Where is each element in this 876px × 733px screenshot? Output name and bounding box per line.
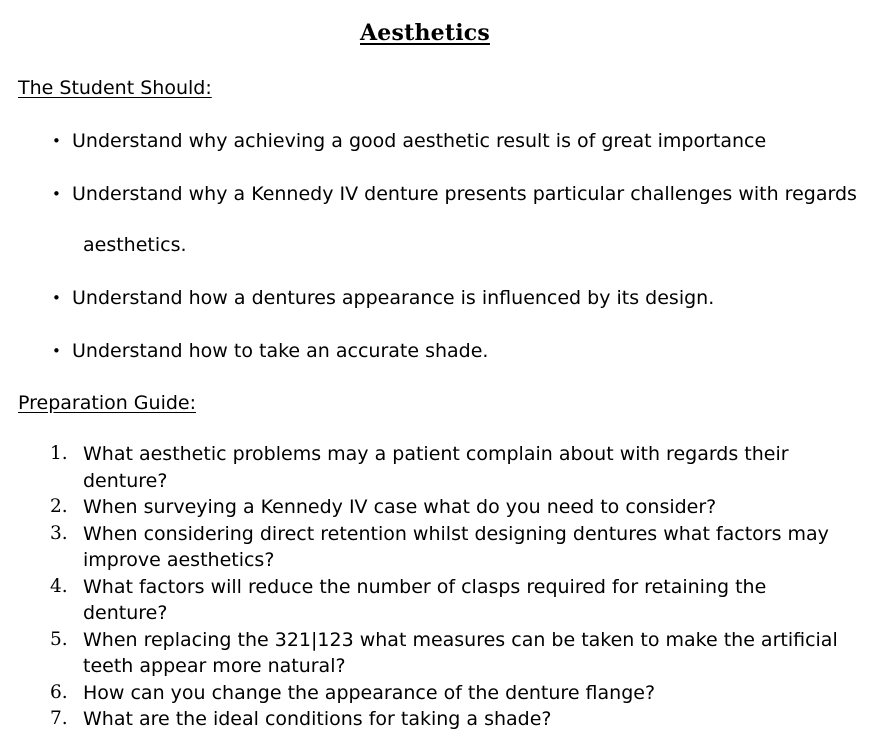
- question-item: [0, 627, 843, 680]
- objective-text: Understand why a Kennedy IV denture presents particular challenges with regards: [72, 183, 857, 205]
- question-item: [0, 441, 843, 494]
- question-text: What aesthetic problems may a patient complain about with regards their denture?: [83, 443, 789, 492]
- question-number: 5.: [50, 628, 68, 650]
- objective-item: [52, 287, 714, 309]
- student-should-heading: The Student Should:: [18, 77, 212, 99]
- question-item: [0, 521, 843, 574]
- page-title: Aesthetics: [360, 20, 490, 46]
- questions-list: [0, 441, 876, 733]
- objective-continuation: aesthetics.: [83, 234, 187, 256]
- bullet-icon: •: [52, 289, 61, 307]
- question-number: 1.: [50, 443, 68, 464]
- bullet-icon: •: [52, 132, 61, 150]
- question-text: How can you change the appearance of the denture flange?: [83, 681, 656, 704]
- question-number: 4.: [50, 575, 68, 597]
- question-number: 6.: [50, 681, 68, 703]
- question-number: 2.: [50, 496, 68, 517]
- question-text: What are the ideal conditions for taking a shade?: [83, 708, 552, 730]
- question-item: [0, 680, 843, 707]
- bullet-icon: •: [52, 342, 61, 360]
- bullet-icon: •: [52, 185, 61, 203]
- question-text: When surveying a Kennedy IV case what do you need to consider?: [83, 496, 717, 518]
- objective-text: Understand how to take an accurate shade.: [72, 340, 489, 362]
- question-text: When considering direct retention whilst designing dentures what factors may improve aesthetics?: [83, 522, 829, 571]
- question-text: What factors will reduce the number of clasps required for retaining the denture?: [83, 575, 767, 624]
- objective-item: [52, 183, 857, 205]
- question-number: 7.: [50, 708, 68, 729]
- question-number: 3.: [50, 522, 68, 544]
- question-item: [0, 574, 843, 627]
- question-item: [0, 706, 843, 733]
- objective-text: Understand why achieving a good aesthetic result is of great importance: [72, 130, 767, 152]
- question-text: When replacing the 321|123 what measures can be taken to make the artificial teeth appear more natural?: [83, 628, 838, 677]
- preparation-guide-heading: Preparation Guide:: [18, 392, 196, 414]
- question-item: [0, 494, 843, 521]
- objective-item: [52, 130, 766, 152]
- objective-text: Understand how a dentures appearance is influenced by its design.: [72, 287, 715, 309]
- objective-item: [52, 340, 488, 362]
